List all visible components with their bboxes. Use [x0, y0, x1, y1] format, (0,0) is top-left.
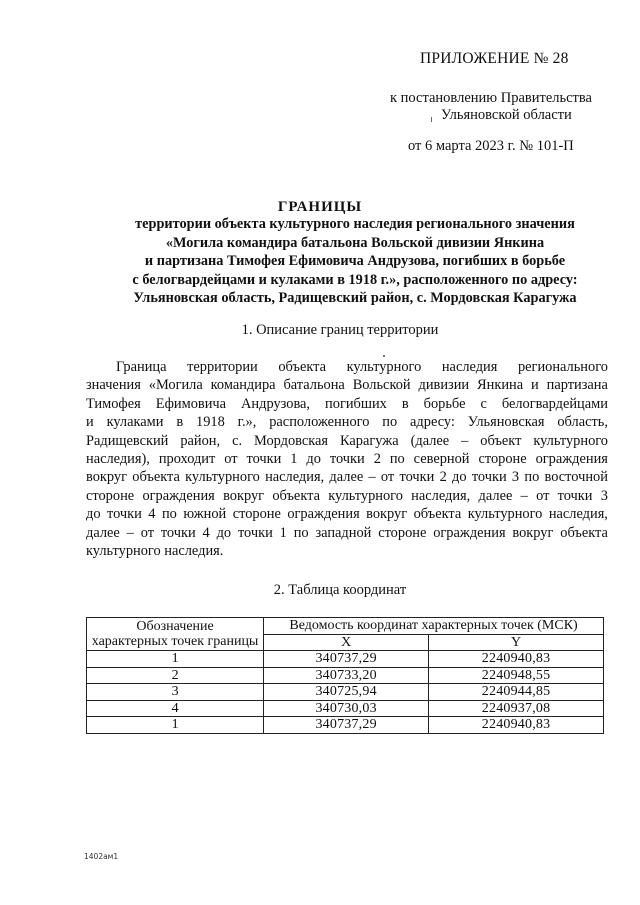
- paragraph-line: [86, 524, 608, 542]
- coordinates-table: [86, 617, 604, 734]
- table-row: [87, 717, 604, 734]
- paragraph-word: вокруг: [366, 506, 408, 523]
- scan-dot: [383, 355, 385, 357]
- x-cell: 340725,94: [264, 684, 429, 701]
- paragraph-word: расположенного: [269, 414, 370, 431]
- paragraph-word: до: [452, 469, 467, 486]
- paragraph-word: ограждения: [535, 451, 608, 468]
- paragraph-word: стороне: [478, 451, 527, 468]
- paragraph-word: южной: [183, 506, 227, 523]
- paragraph-word: 1: [290, 451, 298, 468]
- paragraph-word: западной: [315, 524, 372, 541]
- x-cell: 340737,29: [264, 651, 429, 668]
- paragraph-word: территории: [187, 359, 258, 375]
- table-row: [87, 651, 604, 668]
- paragraph-word: –: [461, 432, 469, 449]
- paragraph-word: белогвардейцами: [501, 395, 608, 412]
- paragraph-word: наследия,: [548, 506, 608, 523]
- paragraph-line-last: культурного наследия.: [86, 543, 224, 560]
- paragraph-word: точки: [237, 524, 273, 541]
- paragraph-word: регионального: [517, 359, 608, 375]
- paragraph-word: от: [140, 524, 154, 541]
- paragraph-word: вокруг: [86, 469, 127, 486]
- paragraph-line: [86, 450, 608, 468]
- paragraph-word: объекта: [272, 487, 320, 504]
- paragraph-word: –: [520, 487, 528, 504]
- table-row: [87, 684, 604, 701]
- subtitle-line: территории объекта культурного наследия регионального значения: [135, 216, 575, 232]
- resolution-line-1: к постановлению Правительства: [390, 90, 592, 106]
- y-cell: 2240940,83: [429, 651, 604, 668]
- paragraph-word: далее: [86, 524, 120, 541]
- paragraph-word: Граница: [116, 359, 167, 375]
- y-cell: 2240937,08: [429, 700, 604, 717]
- paragraph-word: Карагужа: [340, 432, 399, 449]
- paragraph-word: стороне: [86, 487, 135, 504]
- y-header: Y: [429, 634, 604, 651]
- paragraph-line: [86, 395, 608, 413]
- paragraph-word: вокруг: [512, 524, 554, 541]
- section-1-heading: 1. Описание границ территории: [241, 322, 439, 338]
- paragraph-word: –: [368, 469, 376, 486]
- paragraph-word: батальона: [283, 377, 345, 394]
- paragraph-word: кулаками: [106, 414, 164, 431]
- x-cell: 340730,03: [264, 700, 429, 717]
- paragraph-word: по: [524, 469, 540, 486]
- paragraph-word: по: [161, 506, 177, 523]
- paragraph-word: до: [216, 524, 232, 541]
- y-cell: 2240944,85: [429, 684, 604, 701]
- y-cell: 2240940,83: [429, 717, 604, 734]
- paragraph-word: адресу:: [410, 414, 455, 431]
- paragraph-word: культурного: [346, 359, 422, 375]
- paragraph-word: объект: [480, 432, 522, 449]
- paragraph-word: район,: [180, 432, 221, 449]
- paragraph-word: 4: [202, 524, 210, 541]
- resolution-line-2: Ульяновской области: [441, 107, 572, 123]
- paragraph-word: культурного: [533, 432, 608, 449]
- paragraph-word: г.»,: [237, 414, 257, 431]
- paragraph-word: 1918: [196, 414, 225, 431]
- point-cell: 1: [87, 651, 264, 668]
- paragraph-word: культурного: [185, 469, 260, 486]
- paragraph-word: с.: [232, 432, 243, 449]
- paragraph-word: северной: [413, 451, 470, 468]
- paragraph-word: от: [380, 469, 395, 486]
- coordinates-group-header: Ведомость координат характерных точек (МСК): [264, 618, 604, 635]
- paragraph-word: восточной: [544, 469, 608, 486]
- paragraph-word: объекта: [560, 524, 608, 541]
- paragraph-word: партизана: [546, 377, 608, 394]
- point-designation-header: Обозначение характерных точек границы: [87, 618, 264, 651]
- paragraph-word: от: [536, 487, 550, 504]
- document-title: ГРАНИЦЫ: [277, 199, 363, 215]
- paragraph-word: наследия: [441, 359, 498, 375]
- x-cell: 340733,20: [264, 667, 429, 684]
- paragraph-word: точки: [160, 524, 196, 541]
- paragraph-word: «Могила: [148, 377, 203, 394]
- paragraph-word: культурного: [467, 506, 543, 523]
- subtitle-line: с белогвардейцами и кулаками в 1918 г.», расположенного по адресу:: [132, 271, 578, 288]
- paragraph-word: борьбе: [423, 395, 466, 412]
- scan-mark: [431, 117, 432, 122]
- paragraph-word: точки: [471, 469, 507, 486]
- paragraph-word: по: [293, 524, 309, 541]
- paragraph-word: Андрузова,: [241, 395, 311, 412]
- subtitle-line: и партизана Тимофея Ефимовича Андрузова, погибших в борьбе: [144, 253, 566, 270]
- paragraph-word: командира: [210, 377, 276, 394]
- document-subtitle: [100, 215, 610, 308]
- appendix-number: ПРИЛОЖЕНИЕ № 28: [420, 50, 569, 67]
- point-cell: 3: [87, 684, 264, 701]
- paragraph-line: [86, 413, 608, 431]
- paragraph-word: наследия),: [86, 451, 150, 468]
- table-row: [87, 700, 604, 717]
- paragraph-word: Ефимовича: [155, 395, 227, 412]
- resolution-date: от 6 марта 2023 г. № 101-П: [408, 138, 574, 154]
- subtitle-line: Ульяновская область, Радищевский район, с. Мордовская Карагужа: [133, 290, 577, 307]
- paragraph-word: объекта: [413, 506, 462, 523]
- point-cell: 1: [87, 717, 264, 734]
- paragraph-word: ограждения: [287, 506, 360, 523]
- paragraph-word: 3: [600, 487, 608, 504]
- paragraph-word: погибших: [325, 395, 387, 412]
- paragraph-word: по: [389, 451, 405, 468]
- paragraph-word: от: [224, 451, 238, 468]
- paragraph-line: [86, 432, 608, 450]
- paragraph-word: объекта: [132, 469, 180, 486]
- point-cell: 4: [87, 700, 264, 717]
- table-row: [87, 667, 604, 684]
- paragraph-word: ограждения: [433, 524, 506, 541]
- paragraph-word: до: [86, 506, 101, 523]
- paragraph-word: Мордовская: [254, 432, 329, 449]
- paragraph-word: 1: [279, 524, 287, 541]
- paragraph-word: стороне: [378, 524, 427, 541]
- table-header-row: [87, 618, 604, 635]
- paragraph-line: [86, 468, 608, 486]
- paragraph-word: до: [306, 451, 321, 468]
- paragraph-word: значения: [86, 377, 141, 394]
- paragraph-word: и: [86, 414, 94, 431]
- x-cell: 340737,29: [264, 717, 429, 734]
- paragraph-word: объекта: [278, 359, 326, 375]
- paragraph-word: точки: [329, 451, 365, 468]
- paragraph-word: 2: [373, 451, 381, 468]
- paragraph-word: проходит: [158, 451, 216, 468]
- paragraph-word: дивизии: [418, 377, 470, 394]
- footer-code: 1402ам1: [84, 852, 119, 861]
- paragraph-word: в: [176, 414, 184, 431]
- section-2-heading: 2. Таблица координат: [273, 582, 407, 598]
- paragraph-word: в: [401, 395, 409, 412]
- paragraph-word: 3: [511, 469, 520, 486]
- paragraph-line: [86, 505, 608, 523]
- paragraph-word: Ульяновская: [467, 414, 545, 431]
- y-cell: 2240948,55: [429, 667, 604, 684]
- paragraph-word: точки: [106, 506, 142, 523]
- subtitle-line: «Могила командира батальона Вольской дивизии Янкина: [165, 234, 545, 251]
- paragraph-word: точки: [246, 451, 282, 468]
- paragraph-word: точки: [399, 469, 435, 486]
- x-header: X: [264, 634, 429, 651]
- paragraph-word: –: [126, 524, 134, 541]
- paragraph-word: культурного: [328, 487, 403, 504]
- paragraph-word: область,: [557, 414, 608, 431]
- paragraph-word: стороне: [232, 506, 281, 523]
- paragraph-word: и: [531, 377, 539, 394]
- paragraph-word: по: [382, 414, 398, 431]
- paragraph-word: 4: [148, 506, 156, 523]
- paragraph-word: Вольской: [352, 377, 411, 394]
- paragraph-word: Янкина: [477, 377, 524, 394]
- point-cell: 2: [87, 667, 264, 684]
- paragraph-word: вокруг: [223, 487, 265, 504]
- paragraph-word: наследия,: [265, 469, 325, 486]
- paragraph-word: с: [480, 395, 487, 412]
- paragraph-word: наследия,: [411, 487, 471, 504]
- paragraph-word: Радищевский: [86, 432, 169, 449]
- paragraph-word: далее: [329, 469, 364, 486]
- paragraph-line: [86, 376, 608, 394]
- paragraph-word: далее: [478, 487, 513, 504]
- paragraph-line: [86, 358, 608, 376]
- paragraph-word: (далее: [410, 432, 450, 449]
- paragraph-word: точки: [557, 487, 593, 504]
- paragraph-line: [86, 487, 608, 505]
- paragraph-word: Тимофея: [86, 395, 141, 412]
- paragraph-word: ограждения: [142, 487, 215, 504]
- paragraph-word: 2: [439, 469, 447, 486]
- boundary-description: [86, 358, 608, 560]
